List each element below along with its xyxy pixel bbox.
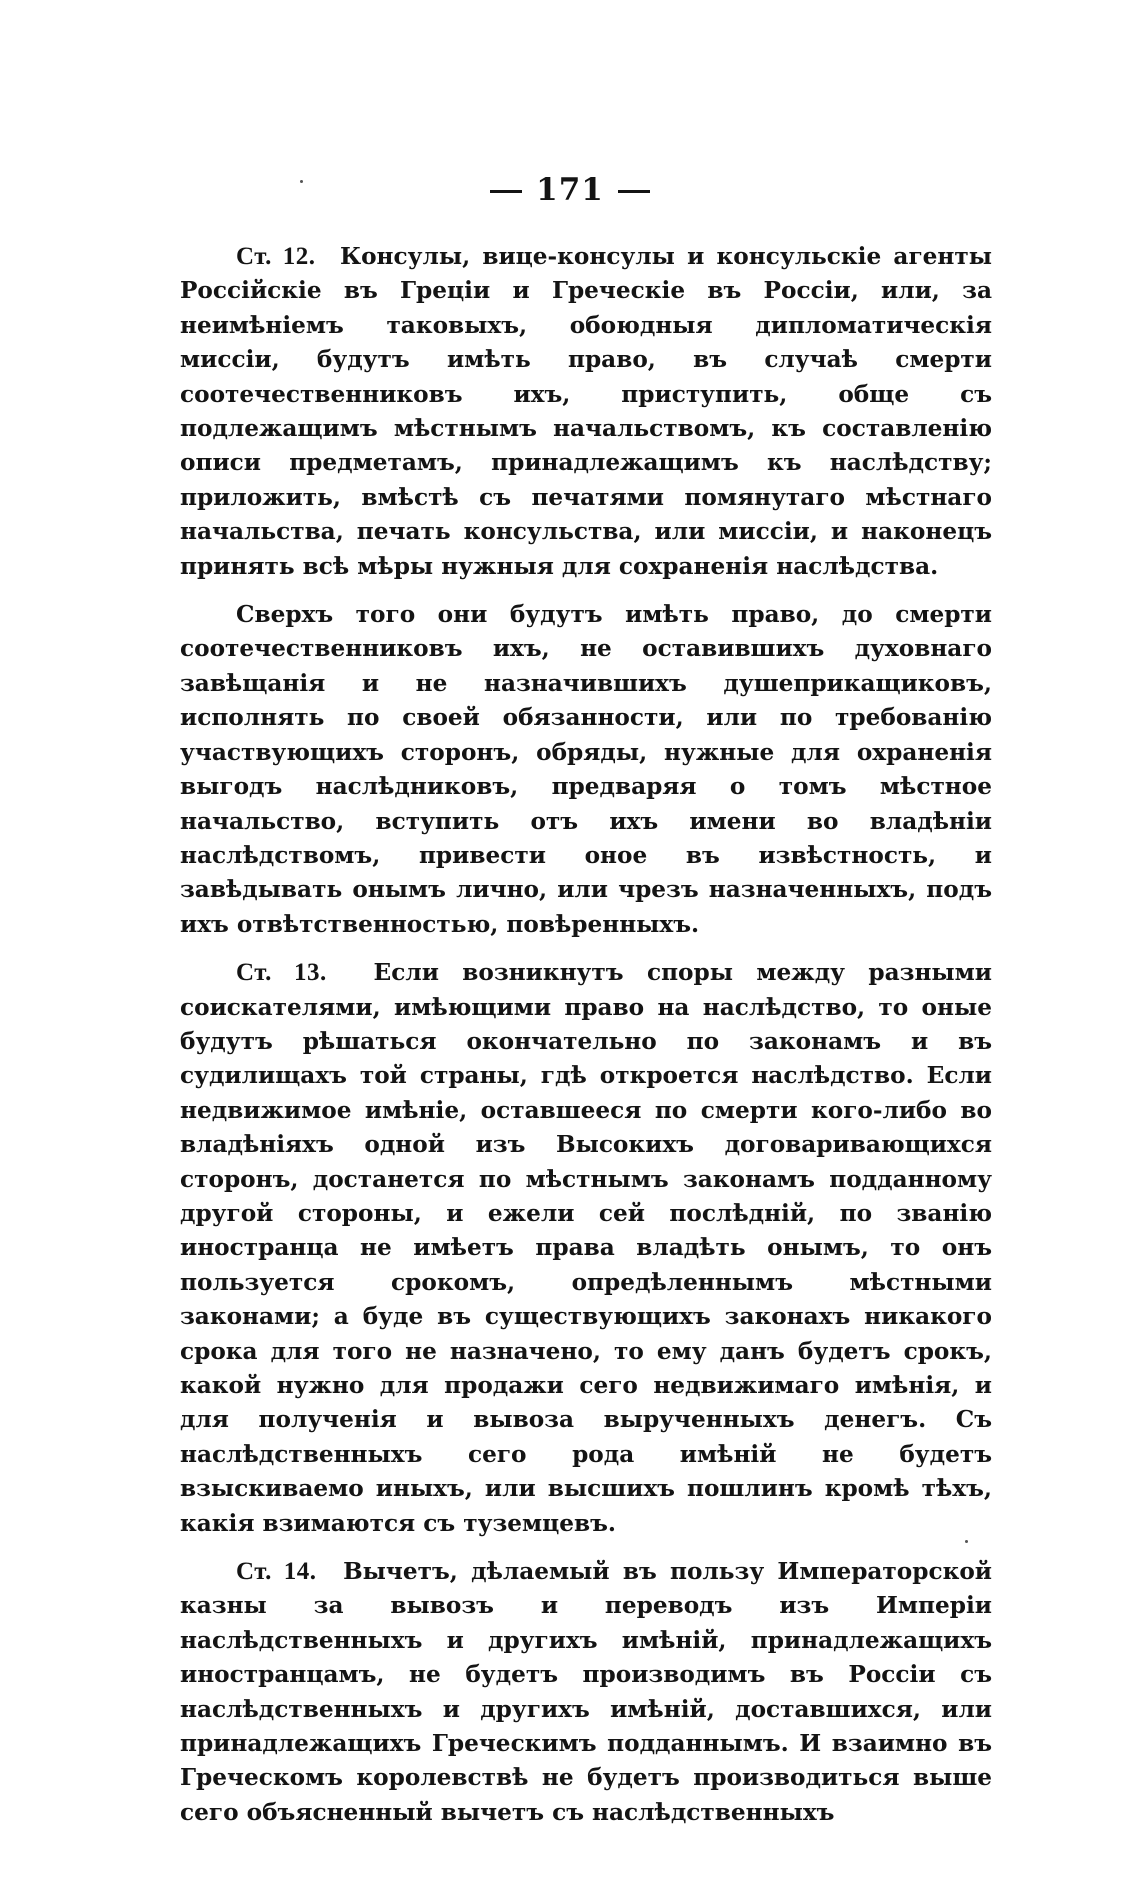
article-number: Ст. 12. xyxy=(236,243,316,270)
paragraph-article-12 xyxy=(180,240,992,584)
article-number: Ст. 14. xyxy=(236,1558,317,1586)
body-text xyxy=(180,240,992,1844)
paragraph-text: Сверхъ того они будутъ имѣть право, до смерти соотечественниковъ ихъ, не оставившихъ духовнаго завѣщанія и не назначившихъ душеприкащиковъ, исполнять по своей обязанности, или по требованію участвующихъ сторонъ, обряды, нужные для охраненія выгодъ наслѣдниковъ, предваряя о томъ мѣстное начальство, вступить отъ ихъ имени во владѣніи наслѣдствомъ, привести оное въ извѣстность, и завѣдывать онымъ лично, или чрезъ назначенныхъ, подъ ихъ отвѣтственностью, повѣренныхъ. xyxy=(180,601,992,938)
article-number: Ст. 13. xyxy=(236,959,327,987)
paragraph-text: Вычетъ, дѣлаемый въ пользу Императорской казны за вывозъ и переводъ изъ Имперіи наслѣдственныхъ и другихъ имѣній, принадлежащихъ иностранцамъ, не будетъ производимъ въ Россіи съ наслѣдственныхъ и другихъ имѣній, доставшихся, или принадлежащихъ Греческимъ подданнымъ. И взаимно въ Греческомъ королевствѣ не будетъ производиться выше сего объясненный вычетъ съ наслѣдственныхъ xyxy=(180,1558,993,1826)
left-dash-ornament xyxy=(490,190,522,193)
page-number xyxy=(0,172,1140,208)
page-number-value: 171 xyxy=(536,172,604,208)
paragraph-text: Консулы, вице-консулы и консульскіе агенты Россійскіе въ Греціи и Греческіе въ Россіи, или, за неимѣніемъ таковыхъ, обоюдныя дипломатическія миссіи, будутъ имѣть право, въ случаѣ смерти соотечественниковъ ихъ, приступить, обще съ подлежащимъ мѣстнымъ начальствомъ, къ составленію описи предметамъ, принадлежащимъ къ наслѣдству; приложить, вмѣстѣ съ печатями помянутаго мѣстнаго начальства, печать консульства, или миссіи, и наконецъ принять всѣ мѣры нужныя для сохраненія наслѣдства. xyxy=(180,243,992,580)
right-dash-ornament xyxy=(618,190,650,193)
paragraph-article-12-continued xyxy=(180,598,992,942)
paragraph-article-13 xyxy=(180,956,992,1541)
paragraph-article-14 xyxy=(180,1555,992,1830)
paragraph-text: Если возникнутъ споры между разными соискателями, имѣющими право на наслѣдство, то оные будутъ рѣшаться окончательно по законамъ и въ судилищахъ той страны, гдѣ откроется наслѣдство. Если недвижимое имѣніе, оставшееся по смерти кого-либо во владѣніяхъ одной изъ Высокихъ договаривающихся сторонъ, достанется по мѣстнымъ законамъ подданному другой стороны, и ежели сей послѣдній, по званію иностранца не имѣетъ права владѣть онымъ, то онъ пользуется срокомъ, опредѣленнымъ мѣстными законами; а буде въ существующихъ законахъ никакого срока для того не назначено, то ему данъ будетъ срокъ, какой нужно для продажи сего недвижимаго имѣнія, и для полученія и вывоза вырученныхъ денегъ. Съ наслѣдственныхъ сего рода имѣній не будетъ взыскиваемо иныхъ, или высшихъ пошлинъ кромѣ тѣхъ, какія взимаются съ туземцевъ. xyxy=(180,959,992,1537)
